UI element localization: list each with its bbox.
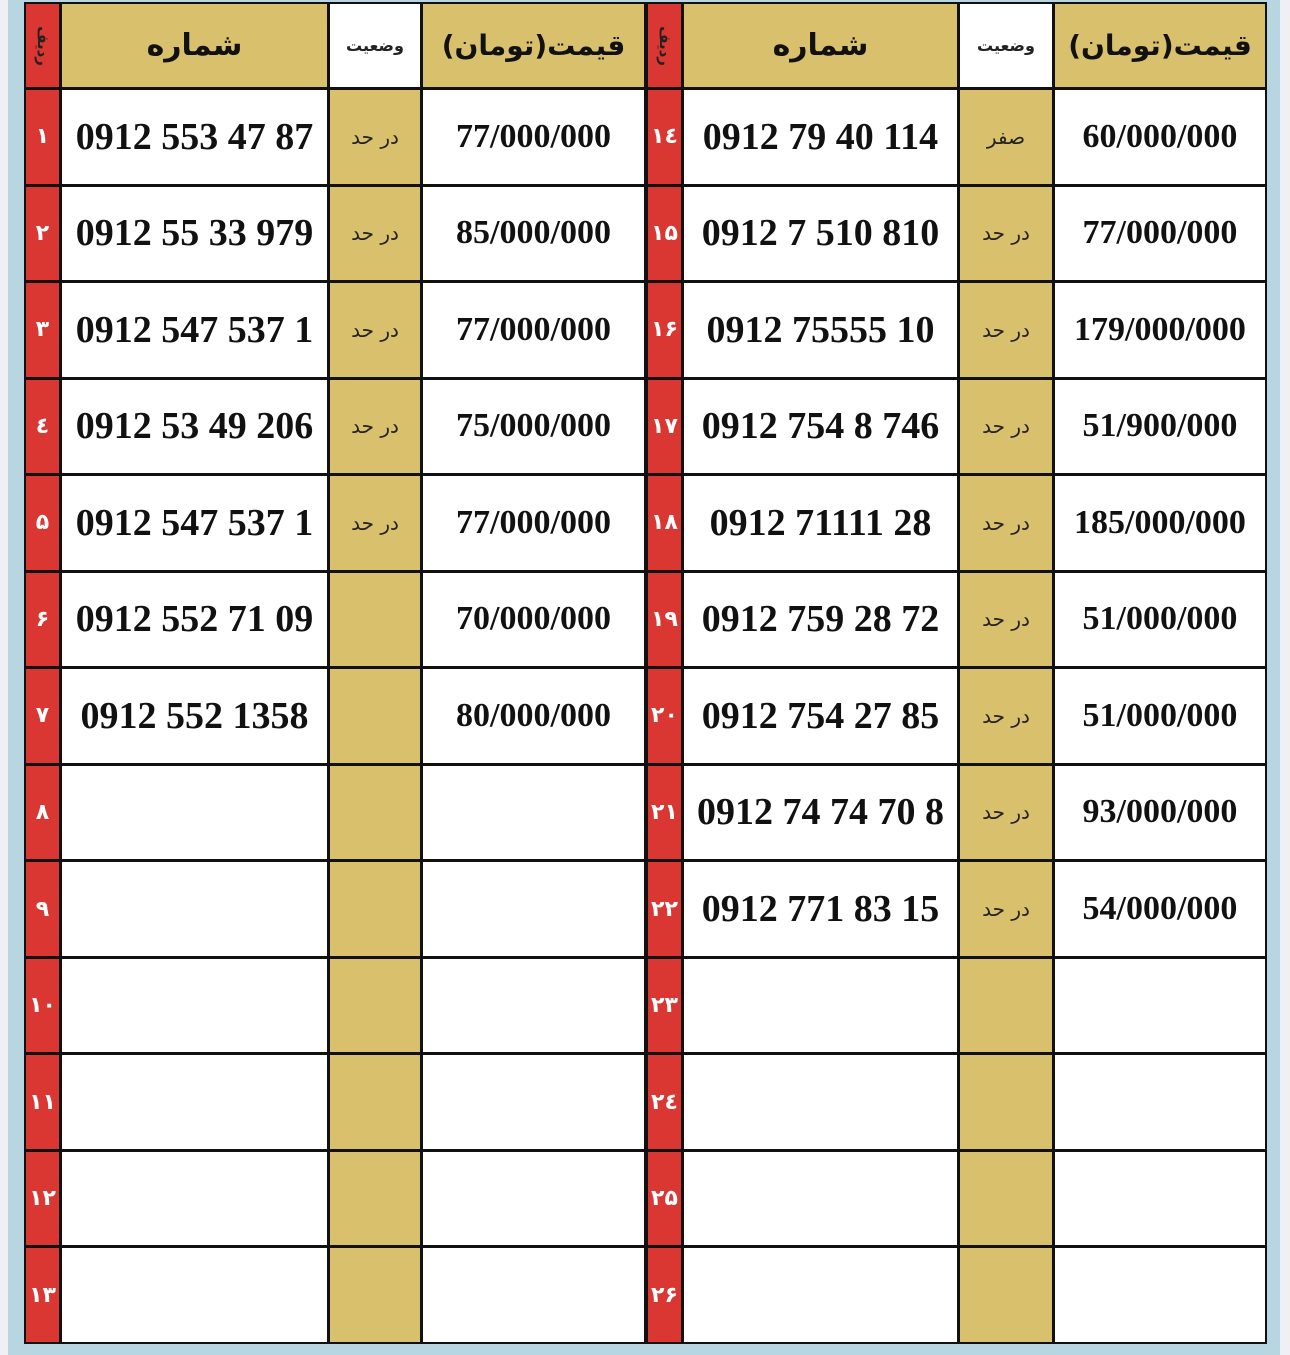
price-value <box>423 862 644 956</box>
status-badge <box>330 959 423 1053</box>
row-index: ۳ <box>26 283 62 377</box>
status-badge <box>330 573 423 667</box>
phone-number: 0912 552 1358 <box>62 669 330 763</box>
row-index: ۲۱ <box>648 766 684 860</box>
status-badge: در حد <box>330 90 423 184</box>
table-row <box>26 90 644 187</box>
price-value: 51/000/000 <box>1082 696 1238 734</box>
header-index-label: ردیف <box>33 25 52 66</box>
phone-number: 0912 759 28 72 <box>684 573 960 667</box>
row-index: ۱۷ <box>648 380 684 474</box>
status-badge: در حد <box>960 476 1055 570</box>
table-row <box>26 1248 644 1342</box>
status-badge: در حد <box>960 669 1055 763</box>
table-row <box>26 187 644 284</box>
row-index: ٤ <box>26 380 62 474</box>
row-index: ۱۹ <box>648 573 684 667</box>
row-index: ۲۵ <box>648 1152 684 1246</box>
phone-number: 0912 74 74 70 8 <box>684 766 960 860</box>
row-index: ۹ <box>26 862 62 956</box>
phone-number <box>62 1152 330 1246</box>
phone-number: 0912 552 71 09 <box>62 573 330 667</box>
phone-number: 0912 754 27 85 <box>684 669 960 763</box>
status-badge <box>960 1248 1055 1342</box>
status-badge <box>330 1152 423 1246</box>
row-index: ۱ <box>26 90 62 184</box>
price-value <box>1055 1055 1265 1149</box>
row-index: ۱۵ <box>648 187 684 281</box>
header-row <box>26 4 644 90</box>
price-value: 51/900/000 <box>1082 407 1238 445</box>
header-number: شماره <box>62 4 330 87</box>
status-badge: در حد <box>330 476 423 570</box>
price-value: 77/000/000 <box>456 310 611 348</box>
table-row <box>26 380 644 477</box>
table-row <box>26 476 644 573</box>
row-index: ۱۸ <box>648 476 684 570</box>
phone-number <box>684 959 960 1053</box>
table-row <box>26 573 644 670</box>
status-badge <box>330 862 423 956</box>
table-row <box>26 959 644 1056</box>
phone-number: 0912 547 537 1 <box>62 283 330 377</box>
status-badge <box>960 1152 1055 1246</box>
row-index: ۲۶ <box>648 1248 684 1342</box>
price-value: 93/000/000 <box>1082 793 1238 831</box>
table-row <box>648 959 1265 1056</box>
phone-number <box>62 1248 330 1342</box>
phone-number: 0912 53 49 206 <box>62 380 330 474</box>
price-value: 75/000/000 <box>456 407 611 445</box>
status-badge <box>330 669 423 763</box>
price-value: 77/000/000 <box>456 503 611 541</box>
row-index: ۶ <box>26 573 62 667</box>
header-price: قیمت(تومان) <box>1055 4 1265 87</box>
status-badge: در حد <box>960 573 1055 667</box>
row-index: ۱۱ <box>26 1055 62 1149</box>
price-value <box>423 959 644 1053</box>
price-value <box>1055 1248 1265 1342</box>
row-index: ۲۳ <box>648 959 684 1053</box>
header-index <box>648 4 684 87</box>
status-badge: صفر <box>960 90 1055 184</box>
table-row <box>648 476 1265 573</box>
table-row <box>26 1152 644 1249</box>
header-index <box>26 4 62 87</box>
phone-number: 0912 771 83 15 <box>684 862 960 956</box>
table-row <box>648 669 1265 766</box>
price-value <box>423 1055 644 1149</box>
table-row <box>26 862 644 959</box>
phone-number: 0912 7 510 810 <box>684 187 960 281</box>
header-row <box>648 4 1265 90</box>
price-value: 80/000/000 <box>456 696 611 734</box>
phone-number <box>62 862 330 956</box>
row-index: ۱٤ <box>648 90 684 184</box>
status-badge <box>330 766 423 860</box>
table-row <box>648 766 1265 863</box>
price-value: 77/000/000 <box>1082 214 1238 252</box>
table-right-half <box>648 4 1265 1342</box>
price-value <box>1055 1152 1265 1246</box>
phone-number: 0912 553 47 87 <box>62 90 330 184</box>
status-badge <box>330 1248 423 1342</box>
phone-number: 0912 547 537 1 <box>62 476 330 570</box>
phone-number <box>684 1248 960 1342</box>
price-value <box>423 766 644 860</box>
header-status: وضعیت <box>960 4 1055 87</box>
price-value: 70/000/000 <box>456 600 611 638</box>
phone-number: 0912 79 40 114 <box>684 90 960 184</box>
status-badge: در حد <box>960 380 1055 474</box>
table-row <box>648 1055 1265 1152</box>
price-value: 51/000/000 <box>1082 600 1238 638</box>
status-badge: در حد <box>330 283 423 377</box>
table-row <box>26 669 644 766</box>
status-badge: در حد <box>330 380 423 474</box>
price-value: 77/000/000 <box>456 117 611 155</box>
price-value: 85/000/000 <box>456 214 611 252</box>
phone-number <box>62 1055 330 1149</box>
table-row <box>648 380 1265 477</box>
row-index: ۱۳ <box>26 1248 62 1342</box>
table-row <box>26 283 644 380</box>
row-index: ۱۶ <box>648 283 684 377</box>
price-list-table <box>24 2 1267 1344</box>
row-index: ۱۰ <box>26 959 62 1053</box>
table-row <box>648 1248 1265 1342</box>
status-badge: در حد <box>960 283 1055 377</box>
price-value: 185/000/000 <box>1074 503 1246 541</box>
row-index: ۲ <box>26 187 62 281</box>
phone-number: 0912 754 8 746 <box>684 380 960 474</box>
table-row <box>648 862 1265 959</box>
header-index-label: ردیف <box>655 25 674 66</box>
phone-number: 0912 75555 10 <box>684 283 960 377</box>
price-value <box>423 1152 644 1246</box>
phone-number <box>62 766 330 860</box>
header-number: شماره <box>684 4 960 87</box>
phone-number <box>62 959 330 1053</box>
table-row <box>648 283 1265 380</box>
price-value: 54/000/000 <box>1082 890 1238 928</box>
table-row <box>26 766 644 863</box>
table-row <box>648 573 1265 670</box>
price-value: 179/000/000 <box>1074 310 1246 348</box>
status-badge: در حد <box>960 187 1055 281</box>
row-index: ۵ <box>26 476 62 570</box>
status-badge: در حد <box>330 187 423 281</box>
price-value <box>1055 959 1265 1053</box>
table-row <box>648 1152 1265 1249</box>
status-badge: در حد <box>960 766 1055 860</box>
phone-number <box>684 1055 960 1149</box>
status-badge <box>960 959 1055 1053</box>
row-index: ۸ <box>26 766 62 860</box>
table-row <box>26 1055 644 1152</box>
header-price: قیمت(تومان) <box>423 4 644 87</box>
phone-number: 0912 71111 28 <box>684 476 960 570</box>
price-value: 60/000/000 <box>1082 117 1238 155</box>
status-badge: در حد <box>960 862 1055 956</box>
price-value <box>423 1248 644 1342</box>
status-badge <box>960 1055 1055 1149</box>
status-badge <box>330 1055 423 1149</box>
table-left-half <box>26 4 644 1342</box>
row-index: ۲۰ <box>648 669 684 763</box>
row-index: ۲۲ <box>648 862 684 956</box>
table-row <box>648 90 1265 187</box>
row-index: ۷ <box>26 669 62 763</box>
phone-number <box>684 1152 960 1246</box>
header-status: وضعیت <box>330 4 423 87</box>
row-index: ۲٤ <box>648 1055 684 1149</box>
phone-number: 0912 55 33 979 <box>62 187 330 281</box>
row-index: ۱۲ <box>26 1152 62 1246</box>
table-row <box>648 187 1265 284</box>
